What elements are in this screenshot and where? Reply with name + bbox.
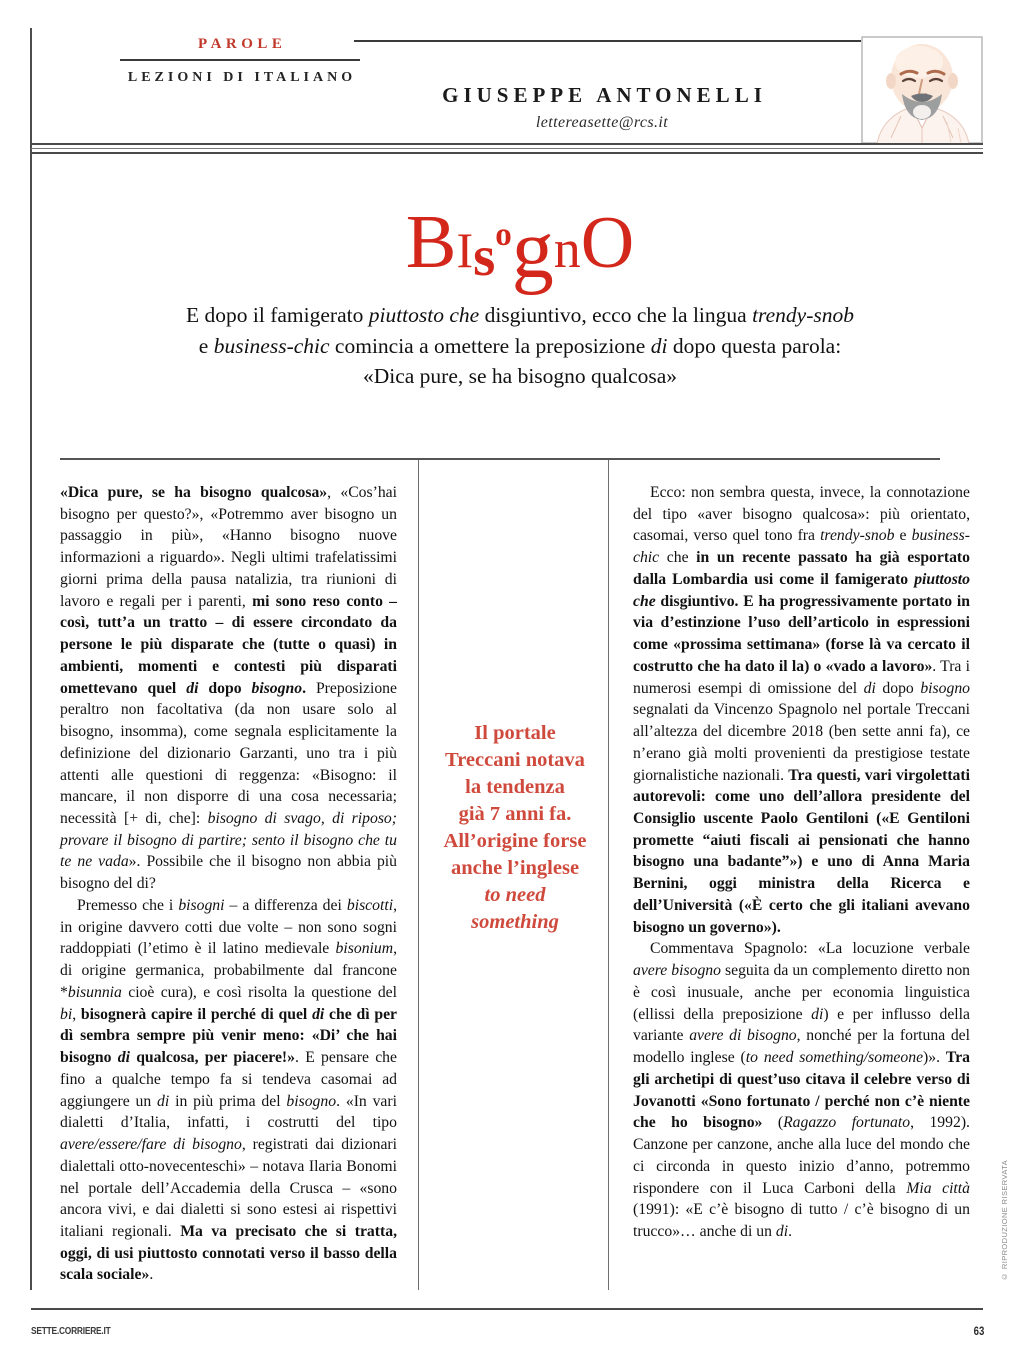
text-run: .	[149, 1266, 154, 1284]
text-italic: bisogni	[178, 896, 225, 914]
text-bold: che dì per dì sembra sempre più venir meno: «Di’ che hai bisogno	[60, 1005, 397, 1067]
pull-quote-line: già 7 anni fa.	[458, 803, 572, 826]
text-run: (1991): «E c’è bisogno di tutto / c’è bisogno di un trucco»… anche di un	[633, 1201, 970, 1240]
pull-quote-line: Il portale	[474, 722, 556, 744]
text-run: . «In vari dialetti d’Italia, infatti, i costrutti del tipo	[60, 1092, 397, 1132]
section-kicker: PAROLE	[198, 36, 287, 52]
text-run: Preposizione peraltro non facoltativa (da non usare solo al bisogno, insomma), come segnala esplicitamente la definizione del dizionario Garzanti, uno tra i più attenti alle questioni di reggenza: «Bisogno: il mancare, il non disporre di una cosa necessaria; necessità [+ di, che]:	[60, 679, 397, 828]
kicker-divider-rule	[120, 59, 360, 61]
text-bold: in un recente passato ha già esportato dalla Lombardia usi come il famigerato	[633, 549, 970, 588]
text-run: , in origine davvero cotti due volte – non sono sogni raddoppiati (l’etimo è il latino medievale	[60, 896, 397, 958]
text-run: (	[762, 1114, 784, 1132]
standfirst-seg-6: business-chic	[213, 333, 330, 358]
headline-block	[180, 198, 860, 392]
paragraph	[60, 895, 397, 1286]
text-run: che	[659, 549, 697, 567]
text-bold-italic: bisogno	[251, 679, 303, 697]
text-italic: bisogno	[286, 1092, 337, 1110]
rule-1	[31, 143, 983, 145]
text-italic: biscotti	[346, 896, 394, 914]
text-bold: dopo	[198, 679, 252, 697]
footer-page-number: 63	[973, 1324, 984, 1338]
text-italic: bisogno di svago, di riposo; provare il bisogno di partire; sento il bisogno che tu te ne vada	[60, 810, 398, 871]
pull-quote-line: All’origine forse	[443, 830, 587, 853]
text-italic: di	[811, 1005, 824, 1023]
text-run: Commentava Spagnolo: «La locuzione verbale	[650, 940, 970, 958]
text-bold-italic: di	[186, 679, 199, 697]
text-run: dopo	[875, 679, 921, 697]
portrait-illustration-icon	[861, 36, 983, 144]
pull-quote-line: anche l’inglese	[450, 857, 580, 880]
article-title	[180, 198, 860, 296]
text-bold: .	[302, 679, 306, 697]
text-italic: trendy-snob	[820, 527, 895, 545]
text-italic: bisonium	[335, 940, 394, 958]
section-kicker-block	[120, 36, 360, 86]
column-divider-left	[418, 460, 419, 1290]
author-email: lettereasette@rcs.it	[535, 114, 669, 131]
text-italic: bisogno	[920, 679, 971, 697]
title-letter-i: I	[456, 222, 474, 278]
standfirst-seg-9: dopo questa parola: «Dica pure, se ha bisogno qualcosa»	[362, 333, 842, 389]
masthead	[32, 28, 983, 140]
text-run: .	[788, 1222, 793, 1240]
text-run: , registrati dai dizionari dialettali otto-novecenteschi» – notava Ilaria Bonomi nel portale dell’Accademia della Crusca – «sono ancora vivi, e dai dialetti si sono estesi ai rispettivi italiani regionali.	[60, 1136, 397, 1240]
text-run: , nonché per la fortuna del modello inglese (	[633, 1027, 970, 1067]
text-run: , «Cos’hai bisogno per questo?», «Potremmo aver bisogno un passaggio in più», «Hanno bisogno nuove informazioni a riguardo». Negli ultimi trafelatissimi giorni prima della pausa natalizia, tra riunioni di lavoro e regali per i parenti,	[60, 484, 397, 610]
pull-quote	[430, 720, 600, 936]
text-bold: bisognerà capire il perché di quel	[80, 1005, 313, 1023]
text-bold: Tra gli archetipi di quest’uso citava il celebre verso di Jovanotti «Sono fortunato / perché non c’è niente che ho bisogno»	[633, 1049, 970, 1132]
text-run: ». Possibile che il bisogno non abbia più bisogno del di?	[60, 853, 397, 893]
text-bold: qualcosa, per piacere!»	[129, 1049, 295, 1067]
pull-quote-line: la tendenza	[465, 776, 565, 799]
text-italic: business-chic	[633, 527, 970, 567]
text-run: ) e per influsso della variante	[633, 1005, 970, 1045]
title-letter-O: O	[580, 202, 635, 284]
text-italic: to need something/someone	[745, 1049, 924, 1067]
text-italic: Mia città	[906, 1179, 970, 1197]
text-run: )».	[923, 1049, 946, 1067]
text-italic: di	[775, 1222, 789, 1240]
page-left-border-rule	[30, 28, 32, 1290]
text-bold: «Dica pure, se ha bisogno qualcosa»	[60, 484, 328, 501]
author-name: GIUSEPPE ANTONELLI	[442, 83, 767, 107]
text-bold: disgiuntivo. E ha progressivamente portato in via d’estinzione l’uso dell’articolo in espressioni come «prossima settimana» (forse là va cercato il costrutto che ha dato il la) o «vado a lavoro»	[633, 592, 970, 675]
masthead-rule-stack	[31, 143, 983, 157]
pull-quote-line-english: to need	[484, 884, 546, 907]
text-run: . E pensare che fino a qualche tempo fa si tendeva casomai ad aggiungere un	[60, 1049, 397, 1110]
text-run: Premesso che i	[77, 896, 179, 914]
column-divider-right	[608, 460, 609, 1290]
standfirst-seg-8: di	[650, 333, 668, 358]
section-subtitle: LEZIONI DI ITALIANO	[127, 70, 357, 85]
title-letter-n: n	[553, 219, 581, 279]
masthead-top-rule	[354, 40, 861, 42]
text-bold-italic: di	[312, 1005, 325, 1023]
paragraph	[633, 938, 970, 1242]
text-italic: di	[157, 1092, 170, 1110]
text-run: . Tra i numerosi esempi di omissione del	[633, 657, 970, 697]
body-top-rule	[60, 458, 940, 460]
standfirst-seg-2: piuttosto che	[368, 303, 480, 327]
text-italic: bisunnia	[67, 983, 122, 1001]
text-run: cioè cura), e così risolta la questione del	[121, 983, 397, 1001]
standfirst-seg-4: trendy-snob	[752, 303, 854, 327]
article-standfirst	[180, 300, 860, 392]
title-letter-g: g	[511, 203, 554, 296]
text-run: – a differenza dei	[224, 896, 347, 914]
pull-quote-line-english: something	[471, 911, 559, 934]
text-run: segnalati da Vincenzo Spagnolo nel portale Treccani all’altezza del dicembre 2018 (ben sette anni fa), ce n’erano già molti provenienti da prestigiose testate giornalistiche nazionali.	[633, 701, 970, 784]
paragraph	[633, 482, 970, 938]
text-bold-italic: di	[117, 1049, 130, 1067]
article-column-right	[633, 482, 970, 1243]
article-column-left	[60, 482, 397, 1286]
title-letter-s: s	[473, 225, 496, 288]
standfirst-seg-1: E dopo il famigerato	[186, 303, 369, 327]
rule-3	[31, 152, 983, 154]
pull-quote-line: Treccani notava	[445, 749, 585, 772]
byline-block	[332, 83, 872, 132]
rule-2	[31, 148, 983, 149]
text-run: , 1992). Canzone per canzone, anche alla luce del mondo che ci circonda in questo inizio d’anno, potremmo rispondere con il Luca Carboni della	[633, 1114, 970, 1197]
paragraph	[60, 482, 397, 895]
text-run: in più prima del	[169, 1092, 287, 1110]
text-italic: Ragazzo fortunato	[783, 1114, 911, 1132]
text-italic: avere/essere/fare di bisogno	[60, 1136, 242, 1154]
text-run: e	[894, 527, 912, 545]
text-bold: Ma va precisato che si tratta, oggi, di usi piuttosto connotati verso il basso della scala sociale»	[60, 1222, 397, 1284]
text-italic: bi	[60, 1005, 73, 1023]
footer-rule	[31, 1308, 983, 1310]
text-bold: Tra questi, vari virgolettati autorevoli: come uno dell’allora presidente del Consiglio uscente Paolo Gentiloni («E Gentiloni promette “aiuti fiscali ai pensionati che hanno bisogno una badante”») e uno di Anna Maria Bernini, oggi ministra della Ricerca e dell’Università («È certo che gli italiani avevano bisogno un governo»).	[633, 766, 970, 936]
text-run: Ecco: non sembra questa, invece, la connotazione del tipo «aver bisogno qualcosa»: più orientato, casomai, verso quel tono fra	[633, 484, 970, 545]
text-italic: di	[863, 679, 876, 697]
text-run: seguita da un complemento diretto non è così inusuale, anche per economia linguistica (ellissi della preposizione	[633, 962, 971, 1023]
footer-website: SETTE.CORRIERE.IT	[31, 1325, 111, 1337]
text-italic: avere di bisogno	[689, 1027, 797, 1045]
text-run: ,	[72, 1005, 81, 1023]
text-bold: mi sono reso conto – così, tutt’a un tratto – di essere circondato da persone le più disparate che (tutte o quasi) in ambienti, momenti e contesti più disparati omettevano quel	[60, 592, 397, 697]
standfirst-seg-3: disgiuntivo, ecco che la lingua	[479, 303, 747, 327]
standfirst-seg-7: comincia a omettere la preposizione	[329, 333, 646, 358]
title-letter-b: B	[405, 200, 457, 284]
text-bold-italic: piuttosto che	[633, 570, 970, 610]
text-run: , di origine germanica, probabilmente dal francone *	[60, 940, 397, 1001]
copyright-notice: © RIPRODUZIONE RISERVATA	[1000, 1160, 1009, 1281]
author-portrait	[861, 36, 983, 144]
standfirst-seg-5: e	[198, 333, 214, 358]
title-letter-o: o	[495, 217, 512, 253]
text-italic: avere bisogno	[633, 962, 721, 980]
